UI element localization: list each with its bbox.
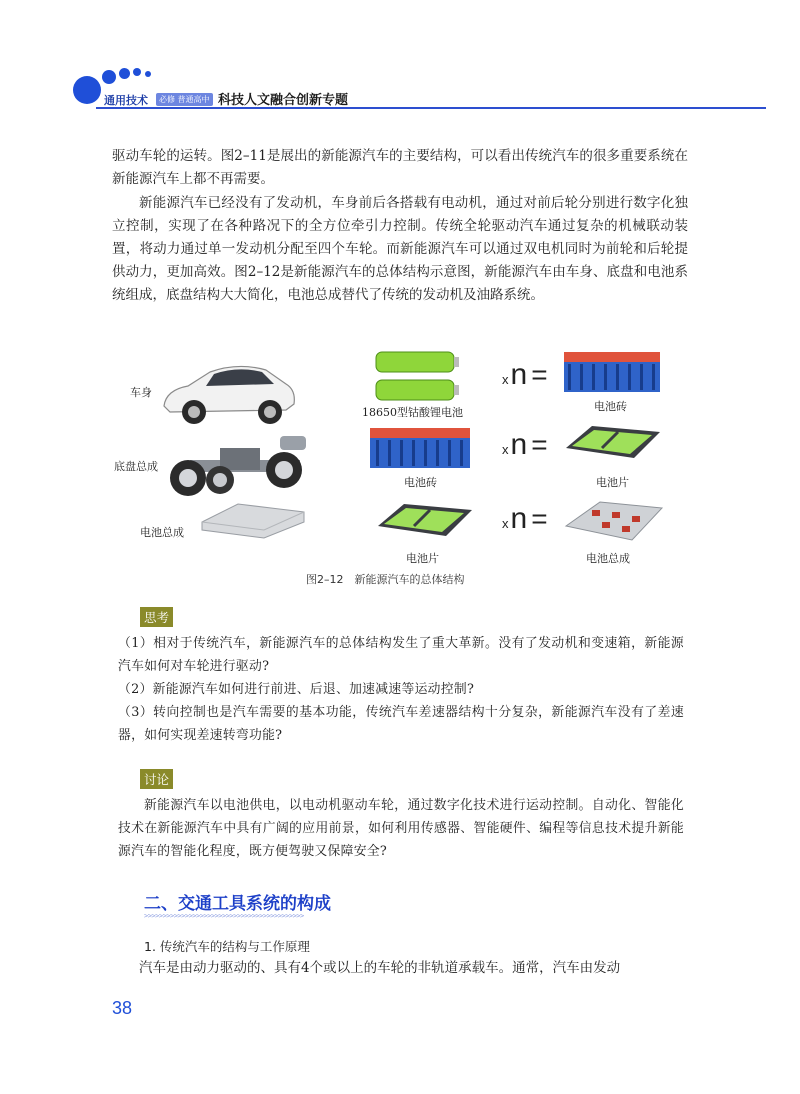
paragraph-2: 新能源汽车已经没有了发动机，车身前后各搭载有电动机，通过对前后轮分别进行数字化独立控制，实现了在各种路况下的全方位牵引力控制。传统全轮驱动汽车通过复杂的机械联动装置，将动力通过单一发动机分配至四个车轮。而新能源汽车可以通过双电机同时为前轮和后轮提供动力，更加高效。图2–12是新能源汽车的总体结构示意图，新能源汽车由车身、底盘和电池系统组成，底盘结构大大简化，电池总成替代了传统的发动机及油路系统。	[112, 195, 688, 303]
figure	[110, 340, 670, 570]
label-cell-18650: 18650型钴酸锂电池	[362, 406, 463, 419]
think-item-3: （3）转向控制也是汽车需要的基本功能，传统汽车差速器结构十分复杂，新能源汽车没有了差速器，如何实现差速转弯功能?	[118, 705, 684, 743]
header-dot	[133, 68, 141, 76]
discuss-text: 新能源汽车以电池供电，以电动机驱动车轮，通过数字化技术进行运动控制。自动化、智能化技术在新能源汽车中具有广阔的应用前景，如何利用传感器、智能硬件、编程等信息技术提升新能源汽车的智能化程度，既方便驾驶又保障安全?	[118, 798, 684, 859]
chassis-image	[160, 430, 330, 500]
battery-pack-image	[198, 500, 308, 540]
battery-sheet-image	[562, 418, 662, 468]
label-chassis: 底盘总成	[114, 460, 158, 473]
header-dot	[119, 68, 130, 79]
label-battery-pack: 电池总成	[140, 526, 184, 539]
header-tag: 必修 普通高中	[156, 93, 213, 106]
battery-brick-image	[562, 350, 662, 396]
label-pack-row-3: 电池总成	[586, 552, 630, 565]
car-body-image	[158, 354, 298, 429]
multiplier-row-2: xn =	[502, 428, 548, 461]
think-heading: 思考	[140, 607, 173, 627]
section-paragraph: 汽车是由动力驱动的、具有4个或以上的车轮的非轨道承载车。通常，汽车由发动	[139, 960, 621, 976]
section-title: 二、交通工具系统的构成	[144, 894, 331, 914]
header-dot-large	[73, 76, 101, 104]
label-brick-row-1: 电池砖	[594, 400, 627, 413]
header-book: 通用技术	[104, 94, 148, 107]
figure-caption: 图2–12 新能源汽车的总体结构	[306, 573, 465, 586]
label-sheet-row-2: 电池片	[596, 476, 629, 489]
label-brick-row-2: 电池砖	[404, 476, 437, 489]
battery-brick-image	[368, 426, 472, 472]
label-sheet-row-3: 电池片	[406, 552, 439, 565]
paragraph-1: 驱动车轮的运转。图2–11是展出的新能源汽车的主要结构，可以看出传统汽车的很多重要系统在新能源汽车上都不再需要。	[112, 148, 688, 187]
discuss-heading: 讨论	[140, 769, 173, 789]
header-dot	[145, 71, 151, 77]
battery-sheet-image	[374, 496, 474, 546]
header-dot	[102, 70, 116, 84]
battery-pack-assembly-image	[562, 492, 666, 548]
cell-18650-image	[372, 348, 462, 404]
section-underline: >>>>>>>>>>>>>>>>>>>>>>>>>>>>>>>>>>>>>>>>>>>	[144, 912, 304, 920]
think-item-1: （1）相对于传统汽车，新能源汽车的总体结构发生了重大革新。没有了发动机和变速箱，新能源汽车如何对车轮进行驱动?	[118, 636, 684, 674]
header-rule	[96, 107, 766, 109]
header-title: 科技人文融合创新专题	[218, 93, 349, 108]
think-item-2: （2）新能源汽车如何进行前进、后退、加速减速等运动控制?	[118, 682, 475, 697]
page-number: 38	[112, 998, 133, 1018]
multiplier-row-1: xn =	[502, 358, 548, 391]
label-car-body: 车身	[130, 386, 152, 399]
multiplier-row-3: xn =	[502, 502, 548, 535]
subsection-title: 1. 传统汽车的结构与工作原理	[144, 939, 310, 954]
